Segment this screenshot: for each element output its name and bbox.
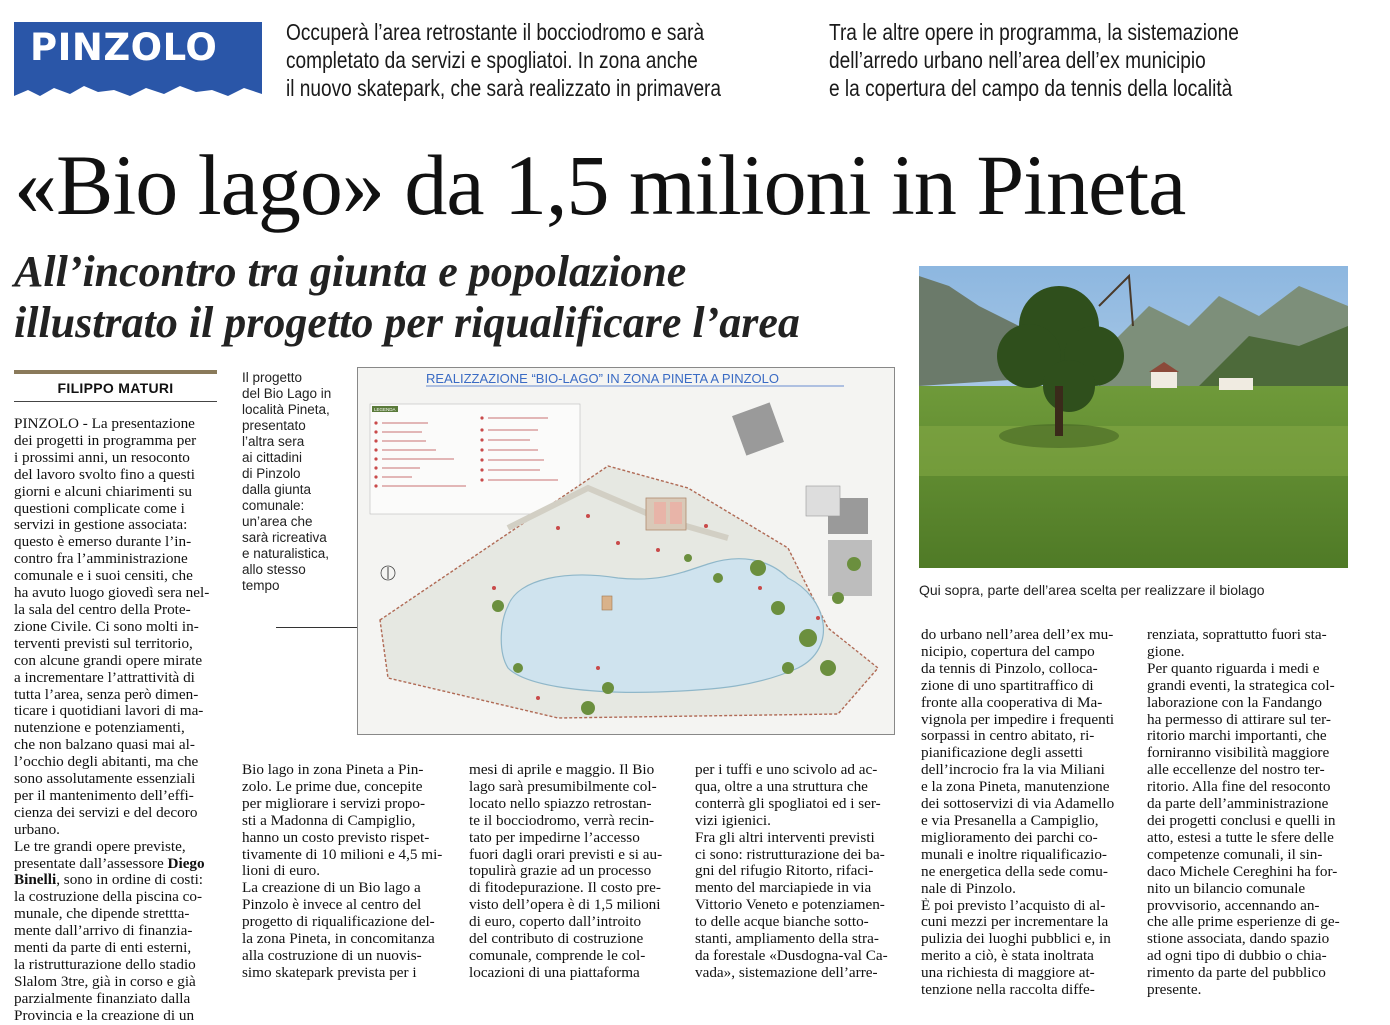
text-line: a incrementare l’attrattività di (14, 669, 195, 686)
text-line: comunale e i suoi censiti, che (14, 568, 193, 585)
text-line: qua, oltre a una struttura che (695, 778, 868, 795)
text-line: Slalom 3tre, già in corso e già (14, 973, 196, 990)
article-column-4 (695, 762, 900, 982)
lake-shape (501, 559, 823, 693)
text-line: topulirà grazie ad un processo (469, 863, 652, 880)
text-line: zolo. Le prime due, concepite (242, 778, 423, 795)
text-line: tato per impedirne l’accesso (469, 829, 640, 846)
text-line: cuni mezzi per incrementare la (921, 914, 1109, 931)
text-line: vada», sistemazione dell’arre- (695, 964, 878, 981)
text-line: parzialmente finanziato dalla (14, 990, 191, 1007)
text-line: una richiesta di maggiore at- (921, 965, 1095, 982)
text-line: contro fra l’amministrazione (14, 551, 188, 568)
text-line: terventi previsti sul territorio, (14, 635, 193, 652)
text-line: stanti, ampliamento della stra- (695, 931, 879, 948)
text-line: Per quanto riguarda i medi e (1147, 660, 1320, 677)
text-line: nicipio, copertura del campo (921, 643, 1095, 660)
text-line: Provincia e la creazione di un (14, 1007, 195, 1024)
text-line: Fra gli altri interventi previsti (695, 829, 875, 846)
text-line: dell’incrocio fra la via Miliani (921, 762, 1105, 779)
text-line: menti da parte di enti esterni, (14, 940, 192, 957)
text-line: È poi previsto l’acquisto di al- (921, 897, 1106, 914)
text-line: l’occhio degli abitanti, ma che (14, 754, 199, 771)
text-line: comunale, comprende le col- (469, 947, 646, 964)
text-line: la costruzione della piscina co- (14, 889, 203, 906)
text-line: lioni di euro. (242, 863, 321, 880)
text-line: locazioni di una piattaforma (469, 964, 640, 981)
article-column-1 (14, 416, 217, 1025)
text-line: da tennis di Pinzolo, colloca- (921, 660, 1098, 677)
mountain-silhouette-icon (14, 82, 262, 112)
caption-line: allo stesso (242, 562, 306, 577)
text-line: pianificazione degli assetti (921, 745, 1083, 762)
text-line: alle eccellenze del nostro ter- (1147, 762, 1325, 779)
text-line: per i tuffi e uno scivolo ad ac- (695, 762, 878, 778)
text-line: fuori dagli orari previsti e si au- (469, 846, 663, 863)
article-column-3 (469, 762, 674, 982)
text-line: la sala del centro della Prote- (14, 601, 191, 618)
text-line: del contributo di costruzione (469, 931, 644, 948)
text-line: grandi eventi, la strategica col- (1147, 677, 1335, 694)
map-caption (242, 370, 352, 594)
text-line: atto, estesi a tutte le sfere delle (1147, 829, 1334, 846)
text-line: gni del rifugio Ritorto, rifaci- (695, 863, 874, 880)
text-line: la zona Pineta, in concomitanza (242, 931, 435, 948)
caption-line: sarà ricreativa (242, 530, 327, 545)
caption-line: Il progetto (242, 370, 303, 385)
subhead-line: illustrato il progetto per riqualificare l’area (14, 298, 800, 347)
text-line: locato nello spiazzo retrostan- (469, 795, 652, 812)
text-line: dei progetti conclusi e quelli in (1147, 812, 1336, 829)
article-column-2 (242, 762, 447, 982)
text-line: urbano. (14, 821, 60, 838)
text-line: tutta l’area, senza però dimen- (14, 686, 199, 703)
text-line: Pinzolo è invece al centro del (242, 897, 422, 914)
text-line: laborazione con la Fandango (1147, 694, 1323, 711)
text-line: do urbano nell’area dell’ex mu- (921, 627, 1114, 643)
text-line: miglioramento dei parchi co- (921, 829, 1098, 846)
text-line: la ristrutturazione dello stadio (14, 957, 196, 973)
text-line: tivamente di 10 milioni e 4,5 mi- (242, 846, 443, 863)
text-line: dei sottoservizi di via Adamello (921, 796, 1115, 813)
photo-caption: Qui sopra, parte dell’area scelta per realizzare il biolago (919, 582, 1265, 598)
text-line: ticare i quotidiani lavori di ma- (14, 703, 204, 720)
text-line: presente. (1147, 982, 1202, 999)
text-line: Bio lago in zona Pineta a Pin- (242, 762, 424, 778)
text-line: pulizia dei luoghi pubblici e, in (921, 931, 1111, 948)
text-line: simo skatepark prevista per i (242, 964, 417, 981)
text-line: visto dell’opera è di 1,5 milioni (469, 897, 661, 914)
text-line: questo è emerso durante l’in- (14, 534, 192, 551)
text-line: mente dall’arrivo di finanzia- (14, 923, 193, 940)
text-line: te il bocciodromo, verrà recin- (469, 812, 655, 829)
text-line: per migliorare i servizi propo- (242, 795, 426, 812)
text-line: conterrà gli spogliatoi ed i ser- (695, 795, 881, 812)
headline: «Bio lago» da 1,5 milioni in Pineta (14, 137, 1186, 233)
project-map-drawing (358, 368, 894, 734)
caption-line: un’area che (242, 514, 313, 529)
caption-line: comunale: (242, 498, 305, 513)
text-line: rimento da parte del pubblico (1147, 965, 1326, 982)
caption-line: del Bio Lago in (242, 386, 332, 401)
text-line: munale, che dipende strettta- (14, 906, 190, 923)
text-line: ci sono: ristrutturazione dei ba- (695, 846, 885, 863)
text-line: daco Michele Cereghini ha for- (1147, 863, 1338, 880)
text-line: La creazione di un Bio lago a (242, 880, 421, 897)
deck-left (286, 18, 721, 102)
text-line: che alle prime esperienze di ge- (1147, 914, 1340, 931)
text-line: nito un bilancio comunale (1147, 880, 1306, 897)
subhead-line: All’incontro tra giunta e popolazione (14, 247, 687, 296)
caption-line: l’altra sera (242, 434, 305, 449)
deck-line: il nuovo skatepark, che sarà realizzato in primavera (286, 75, 722, 101)
text-line: con alcune grandi opere mirate (14, 652, 203, 669)
text-line: stione associata, dando spazio (1147, 931, 1330, 948)
text-line: nutenzione e potenziamenti, (14, 720, 185, 737)
text-line: ha permesso di attirare sul ter- (1147, 711, 1331, 728)
text-line: PINZOLO - La presentazione (14, 416, 195, 432)
text-line: Binelli, sono in ordine di costi: (14, 872, 204, 889)
text-line: zione di uno spartitraffico di (921, 677, 1094, 694)
article-column-5 (921, 627, 1126, 999)
text-line: merito a ciò, è stata inoltrata (921, 948, 1094, 965)
caption-line: tempo (242, 578, 280, 593)
text-line: mesi di aprile e maggio. Il Bio (469, 762, 655, 778)
text-line: forniranno visibilità maggiore (1147, 745, 1330, 762)
text-line: lago sarà presumibilmente col- (469, 778, 657, 795)
text-line: questioni complicate come i (14, 500, 185, 517)
project-map-figure (357, 367, 895, 735)
text-line: Le tre grandi opere previste, (14, 838, 186, 855)
text-line: dei progetti in programma per (14, 432, 197, 449)
text-line: vizi igienici. (695, 812, 771, 829)
text-line: munali e inoltre riqualificazio- (921, 846, 1107, 863)
text-line: Vittorio Veneto e potenziamen- (695, 897, 885, 914)
caption-line: e naturalistica, (242, 546, 330, 561)
byline: FILIPPO MATURI (57, 380, 174, 396)
text-line: fronte alla cooperativa di Ma- (921, 694, 1103, 711)
text-line: mento del marciapiede in via (695, 880, 872, 897)
subheadline (14, 246, 800, 348)
text-line: ne energetica della sede comu- (921, 863, 1108, 880)
text-line: tenzione nella raccolta diffe- (921, 982, 1095, 999)
text-line: e la zona Pineta, manutenzione (921, 779, 1110, 796)
text-line: to delle acque bianche sotto- (695, 914, 869, 931)
text-line: zione Civile. Ci sono molti in- (14, 618, 199, 635)
text-line: progetto di riqualificazione del- (242, 914, 435, 931)
text-line: sorpassi in centro abitato, ri- (921, 728, 1095, 745)
kicker-label: PINZOLO (30, 26, 218, 69)
text-line: che non balzano quasi mai al- (14, 737, 195, 754)
text-line: presentate dall’assessore Diego (14, 855, 205, 872)
text-line: ha avuto luogo giovedì sera nel- (14, 585, 210, 602)
caption-line: località Pineta, (242, 402, 330, 417)
deck-right (829, 18, 1239, 102)
text-line: provvisorio, accennando an- (1147, 897, 1320, 914)
text-line: ritorio. Alla fine del resoconto (1147, 779, 1331, 796)
caption-line: presentato (242, 418, 306, 433)
text-line: alla costruzione di un nuovis- (242, 947, 422, 964)
text-line: giorni e alcuni chiarimenti su (14, 483, 192, 500)
deck-line: completato da servizi e spogliatoi. In zona anche (286, 47, 698, 73)
text-line: hanno un costo previsto rispet- (242, 829, 430, 846)
text-line: sti a Madonna di Campiglio, (242, 812, 416, 829)
text-line: cienza dei servizi e del decoro (14, 804, 198, 821)
text-line: vignola per impedire i frequenti (921, 711, 1115, 728)
legend-heading: LEGENDA (374, 407, 396, 412)
site-photo (919, 266, 1348, 568)
caption-line: ai cittadini (242, 450, 303, 465)
map-title: REALIZZAZIONE “BIO-LAGO” IN ZONA PINETA A PINZOLO (426, 371, 779, 386)
text-line: renziata, soprattutto fuori sta- (1147, 627, 1327, 643)
deck-line: Occuperà l’area retrostante il bocciodromo e sarà (286, 19, 705, 45)
article-column-6 (1147, 627, 1352, 999)
meadow-photo-illustration (919, 266, 1348, 568)
text-line: ritorio marchi importanti, che (1147, 728, 1327, 745)
text-line: i prossimi anni, un resoconto (14, 449, 190, 466)
text-line: da forestale «Dusdogna-val Ca- (695, 947, 888, 964)
caption-leader-line (276, 627, 358, 628)
caption-line: dalla giunta (242, 482, 312, 497)
byline-rule (14, 370, 217, 374)
text-line: di fitodepurazione. Il costo pre- (469, 880, 661, 897)
text-line: gione. (1147, 643, 1185, 660)
deck-line: e la copertura del campo da tennis della località (829, 75, 1233, 101)
text-line: sono assolutamente essenziali (14, 771, 196, 788)
text-line: da parte dell’amministrazione (1147, 796, 1329, 813)
deck-line: Tra le altre opere in programma, la sistemazione (829, 19, 1239, 45)
text-line: di euro, coperto dall’introito (469, 914, 642, 931)
text-line: ad ogni tipo di dubbio o chia- (1147, 948, 1327, 965)
text-line: e via Presanella a Campiglio, (921, 812, 1099, 829)
text-line: nale di Pinzolo. (921, 880, 1016, 897)
text-line: del lavoro svolto fino a questi (14, 466, 195, 483)
caption-line: di Pinzolo (242, 466, 301, 481)
section-kicker (14, 22, 262, 112)
byline-divider (14, 401, 217, 402)
text-line: competenze comunali, il sin- (1147, 846, 1323, 863)
text-line: servizi in gestione associata: (14, 517, 188, 534)
deck-line: dell’arredo urbano nell’area dell’ex municipio (829, 47, 1206, 73)
text-line: per il mantenimento dell’effi- (14, 787, 194, 804)
